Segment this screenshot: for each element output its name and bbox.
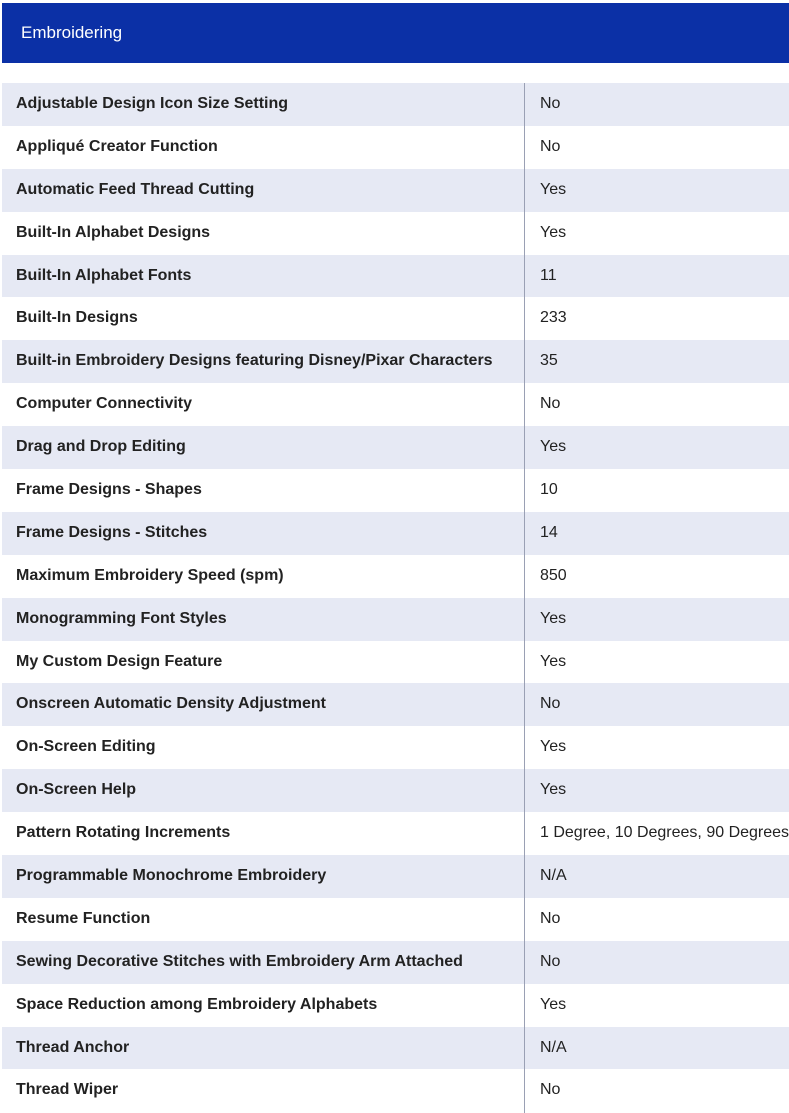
table-row	[2, 169, 789, 212]
spec-label: Space Reduction among Embroidery Alphabets	[16, 995, 378, 1013]
spec-label: Monogramming Font Styles	[16, 609, 227, 627]
section-title: Embroidering	[21, 23, 123, 42]
spec-label: Thread Anchor	[16, 1038, 130, 1056]
spec-value: 11	[540, 266, 557, 284]
table-row	[2, 898, 789, 941]
spec-label: On-Screen Editing	[16, 738, 156, 756]
table-row	[2, 855, 789, 898]
spec-value: Yes	[540, 738, 567, 756]
table-row	[2, 83, 789, 126]
table-row	[2, 984, 789, 1027]
table-row	[2, 212, 789, 255]
spec-label: Frame Designs - Shapes	[16, 481, 202, 499]
table-row	[2, 641, 789, 684]
spec-label: Built-In Designs	[16, 309, 138, 327]
spec-label: Appliqué Creator Function	[16, 137, 218, 155]
spec-label: Programmable Monochrome Embroidery	[16, 867, 327, 885]
spec-value: Yes	[540, 223, 567, 241]
spec-value: No	[540, 1081, 561, 1099]
spec-value: Yes	[540, 781, 567, 799]
section-header	[2, 3, 789, 63]
spec-label: Drag and Drop Editing	[16, 438, 186, 456]
spec-value: 35	[540, 352, 558, 370]
spec-label: Adjustable Design Icon Size Setting	[16, 95, 289, 112]
table-row	[2, 426, 789, 469]
spec-label: Maximum Embroidery Speed (spm)	[16, 566, 284, 584]
spec-label: Automatic Feed Thread Cutting	[16, 180, 255, 198]
spec-label: Built-In Alphabet Fonts	[16, 266, 192, 284]
spec-value: N/A	[540, 1038, 567, 1056]
spec-value: No	[540, 137, 561, 155]
table-row	[2, 598, 789, 641]
table-row	[2, 297, 789, 340]
spec-label: On-Screen Help	[16, 781, 137, 799]
spec-value: 1 Degree, 10 Degrees, 90 Degrees	[540, 824, 789, 842]
spec-value: Yes	[540, 180, 567, 198]
spec-value: No	[540, 952, 561, 970]
table-row	[2, 255, 789, 298]
spec-value: 233	[540, 309, 567, 327]
spec-value: Yes	[540, 995, 567, 1013]
spec-label: My Custom Design Feature	[16, 652, 223, 670]
spec-label: Resume Function	[16, 909, 151, 927]
table-row	[2, 726, 789, 769]
spec-value: No	[540, 395, 561, 413]
table-row	[2, 1027, 789, 1070]
spec-value: Yes	[540, 652, 567, 670]
spec-label: Built-In Alphabet Designs	[16, 223, 211, 241]
spec-label: Pattern Rotating Increments	[16, 824, 231, 842]
table-row	[2, 512, 789, 555]
spec-label: Onscreen Automatic Density Adjustment	[16, 695, 326, 713]
table-row	[2, 769, 789, 812]
table-row	[2, 340, 789, 383]
table-row	[2, 683, 789, 726]
spec-label: Frame Designs - Stitches	[16, 523, 208, 541]
table-row	[2, 1069, 789, 1112]
table-row	[2, 383, 789, 426]
table-row	[2, 941, 789, 984]
table-row	[2, 469, 789, 512]
spec-label: Built-in Embroidery Designs featuring Disney/Pixar Characters	[16, 352, 493, 370]
spec-value: 850	[540, 566, 567, 584]
spec-value: No	[540, 95, 561, 112]
column-divider	[524, 83, 525, 1113]
table-row	[2, 126, 789, 169]
spec-label: Computer Connectivity	[16, 395, 193, 413]
table-row	[2, 812, 789, 855]
table-row	[2, 555, 789, 598]
spec-value: 14	[540, 523, 558, 541]
spec-value: N/A	[540, 867, 567, 885]
spec-value: No	[540, 909, 561, 927]
spec-value: 10	[540, 481, 558, 499]
spec-value: Yes	[540, 438, 567, 456]
spec-value: Yes	[540, 609, 567, 627]
spec-label: Thread Wiper	[16, 1081, 119, 1099]
spec-label: Sewing Decorative Stitches with Embroidery Arm Attached	[16, 952, 463, 970]
spec-value: No	[540, 695, 561, 713]
spec-table	[2, 83, 789, 1112]
